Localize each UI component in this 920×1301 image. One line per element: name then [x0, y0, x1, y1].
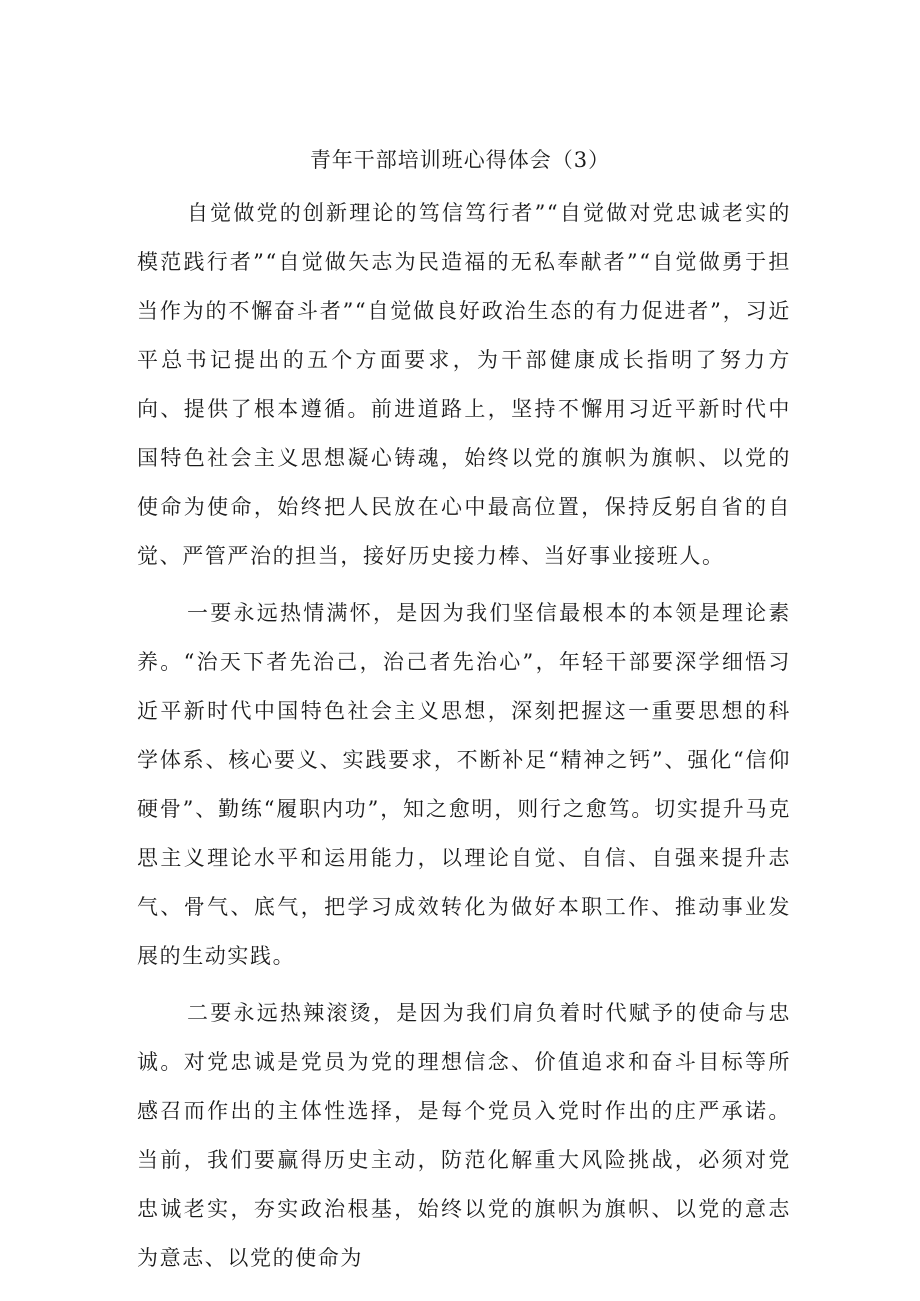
- paragraph-point-one: 一要永远热情满怀，是因为我们坚信最根本的本领是理论素养。“治天下者先治己，治己者先治心”，年轻干部要深学细悟习近平新时代中国特色社会主义思想，深刻把握这一重要思想的科学体系、核心要义、实践要求，不断补足“精神之钙”、强化“信仰硬骨”、勤练“履职内功”，知之愈明，则行之愈笃。切实提升马克思主义理论水平和运用能力，以理论自觉、自信、自强来提升志气、骨气、底气，把学习成效转化为做好本职工作、推动事业发展的生动实践。: [137, 601, 791, 968]
- paragraph-intro: 自觉做党的创新理论的笃信笃行者”“自觉做对党忠诚老实的模范践行者”“自觉做矢志为民造福的无私奉献者”“自觉做勇于担当作为的不懈奋斗者”“自觉做良好政治生态的有力促进者”，习近平总书记提出的五个方面要求，为干部健康成长指明了努力方向、提供了根本遵循。前进道路上，坚持不懈用习近平新时代中国特色社会主义思想凝心铸魂，始终以党的旗帜为旗帜、以党的使命为使命，始终把人民放在心中最高位置，保持反躬自省的自觉、严管严治的担当，接好历史接力棒、当好事业接班人。: [137, 201, 791, 568]
- document-title: 青年干部培训班心得体会（3）: [309, 148, 611, 172]
- document-body: [137, 189, 791, 1291]
- paragraph-point-two: 二要永远热辣滚烫，是因为我们肩负着时代赋予的使命与忠诚。对党忠诚是党员为党的理想信念、价值追求和奋斗目标等所感召而作出的主体性选择，是每个党员入党时作出的庄严承诺。当前，我们要赢得历史主动，防范化解重大风险挑战，必须对党忠诚老实，夯实政治根基，始终以党的旗帜为旗帜、以党的意志为意志、以党的使命为: [137, 1001, 791, 1270]
